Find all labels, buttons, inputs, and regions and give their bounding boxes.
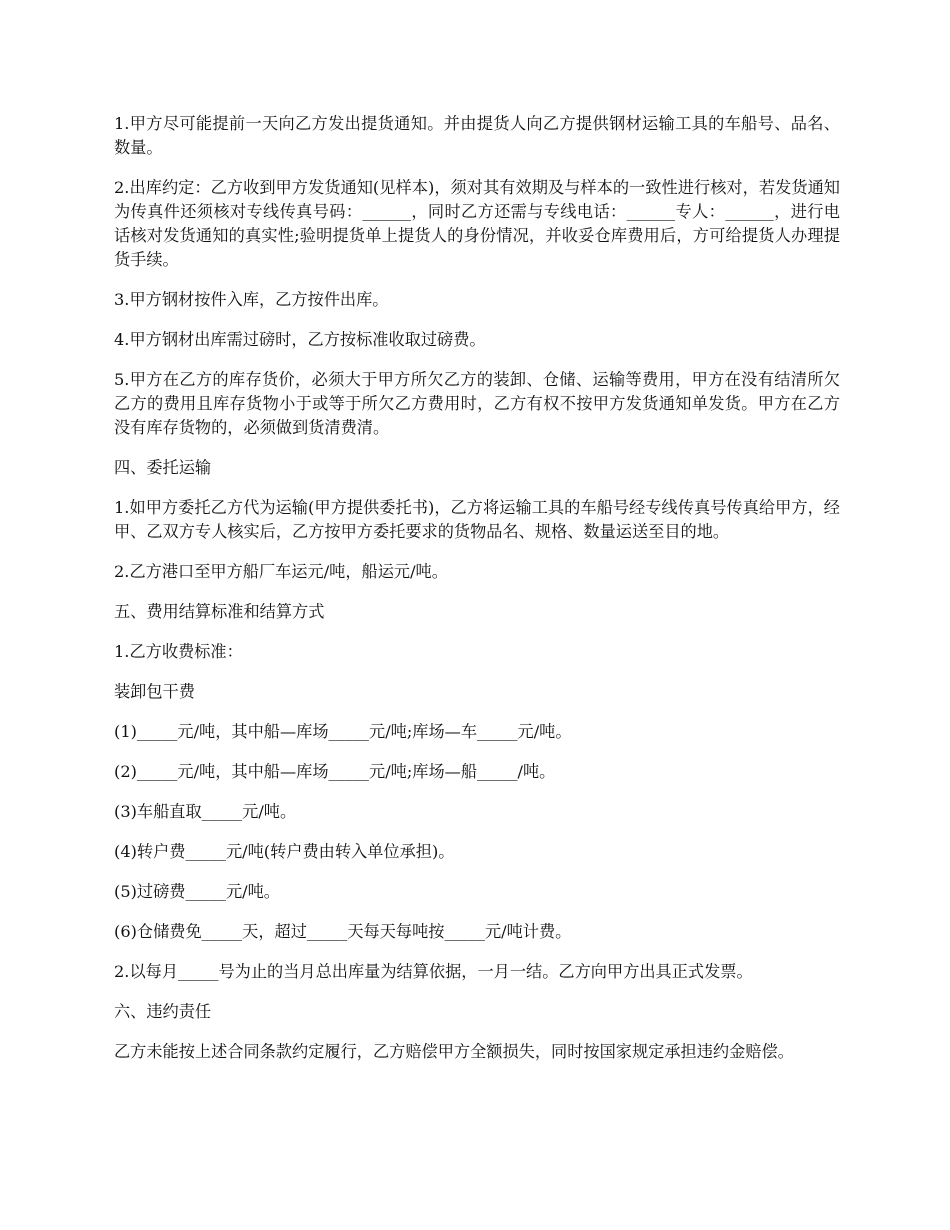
clause-transport-rates: 2.乙方港口至甲方船厂车运元/吨，船运元/吨。 [114,562,448,581]
clause-weighing-fee: 4.甲方钢材出库需过磅时，乙方按标准收取过磅费。 [114,330,486,349]
clause-pickup-notice: 1.甲方尽可能提前一天向乙方发出提货通知。并由提货人向乙方提供钢材运输工具的车船号、品名、数量。 [114,114,840,157]
fee-item-2: (2)_____元/吨，其中船—库场_____元/吨;库场—船_____/吨。 [114,762,556,781]
fee-item-6: (6)仓储费免_____天，超过_____天每天每吨按_____元/吨计费。 [114,922,572,941]
clause-inbound-by-piece: 3.甲方钢材按件入库，乙方按件出库。 [114,290,389,309]
fee-item-1: (1)_____元/吨，其中船—库场_____元/吨;库场—车_____元/吨。 [114,722,572,741]
clause-transport-commission: 1.如甲方委托乙方代为运输(甲方提供委托书)，乙方将运输工具的车船号经专线传真号传真给甲方，经甲、乙双方专人核实后，乙方按甲方委托要求的货物品名、规格、数量运送至目的地。 [114,498,840,541]
fee-item-4: (4)转户费_____元/吨(转户费由转入单位承担)。 [114,842,455,861]
fee-item-5: (5)过磅费_____元/吨。 [114,882,280,901]
clause-outbound-agreement: 2.出库约定：乙方收到甲方发货通知(见样本)，须对其有效期及与样本的一致性进行核对，若发货通知为传真件还须核对专线传真号码：______，同时乙方还需与专线电话：______专人：______，进行电话核对发货通知的真实性;验明提货单上提货人的身份情况，并收妥仓库费用后，方可给提货人办理提货手续。 [114,178,840,269]
clause-fee-standard: 1.乙方收费标准： [114,642,243,661]
section-heading-transport: 四、委托运输 [114,458,212,477]
fee-subheading-handling: 装卸包干费 [114,682,195,701]
section-heading-liability: 六、违约责任 [114,1002,212,1021]
clause-inventory-value: 5.甲方在乙方的库存货价，必须大于甲方所欠乙方的装卸、仓储、运输等费用，甲方在没有结清所欠乙方的费用且库存货物小于或等于所欠乙方费用时，乙方有权不按甲方发货通知单发货。甲方在乙方没有库存货物的，必须做到货清费清。 [114,370,840,437]
clause-monthly-settlement: 2.以每月_____号为止的当月总出库量为结算依据，一月一结。乙方向甲方出具正式发票。 [114,962,753,981]
clause-breach-compensation: 乙方未能按上述合同条款约定履行，乙方赔偿甲方全额损失，同时按国家规定承担违约金赔偿。 [114,1042,794,1061]
fee-item-3: (3)车船直取_____元/吨。 [114,802,297,821]
document-body [114,112,840,1080]
section-heading-settlement: 五、费用结算标准和结算方式 [114,602,325,621]
